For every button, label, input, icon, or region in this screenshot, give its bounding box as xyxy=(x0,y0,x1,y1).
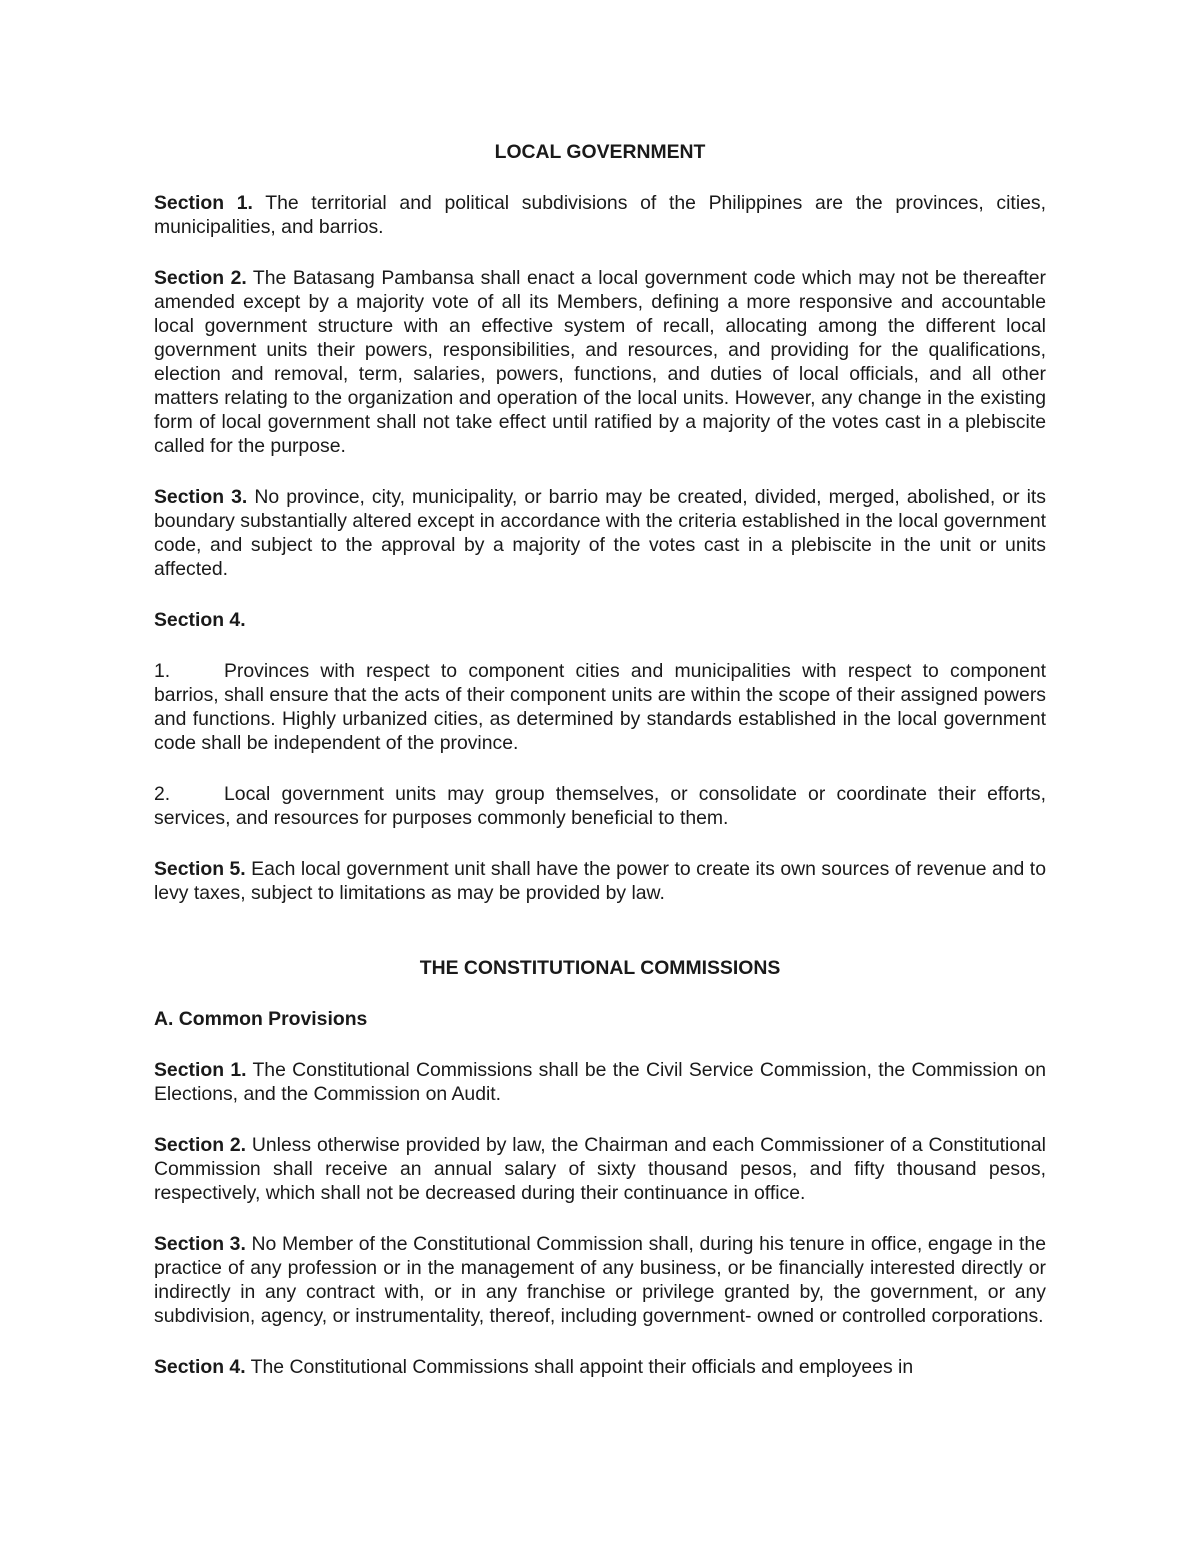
list-item-text: Provinces with respect to component cities and municipalities with respect to component barrios, shall ensure that the acts of their component units are within the scope of their assigned powers and functions. Highly urbanized cities, as determined by standards established in the local government code shall be independent of the province. xyxy=(154,660,1046,754)
subheading-common-provisions: A. Common Provisions xyxy=(154,1008,368,1030)
lg-section-2 xyxy=(154,266,1046,458)
lg-section-4-item-2 xyxy=(154,782,1046,830)
lg-section-5 xyxy=(154,857,1046,905)
cc-section-1 xyxy=(154,1058,1046,1106)
list-item-text: Local government units may group themselves, or consolidate or coordinate their efforts, services, and resources for purposes commonly beneficial to them. xyxy=(154,783,1046,829)
cc-section-3 xyxy=(154,1232,1046,1328)
lg-section-2-text: The Batasang Pambansa shall enact a local government code which may not be thereafter amended except by a majority vote of all its Members, defining a more responsive and accountable local government structure with an effective system of recall, allocating among the different local government units their powers, responsibilities, and resources, and providing for the qualifications, election and removal, term, salaries, powers, functions, and duties of local officials, and all other matters relating to the organization and operation of the local units. However, any change in the existing form of local government shall not take effect until ratified by a majority of the votes cast in a plebiscite called for the purpose. xyxy=(154,267,1046,457)
cc-section-4 xyxy=(154,1355,1046,1379)
lg-section-4-label: Section 4. xyxy=(154,609,246,631)
cc-section-1-label: Section 1. xyxy=(154,1059,247,1081)
cc-section-3-text: No Member of the Constitutional Commission shall, during his tenure in office, engage in the practice of any profession or in the management of any business, or be financially interested directly or indirectly in any contract with, or in any franchise or privilege granted by, the government, or any subdivision, agency, or instrumentality, thereof, including government- owned or controlled corporations. xyxy=(154,1233,1046,1327)
cc-section-2-label: Section 2. xyxy=(154,1134,247,1156)
cc-section-2 xyxy=(154,1133,1046,1205)
lg-section-4-item-1 xyxy=(154,659,1046,755)
cc-section-2-text: Unless otherwise provided by law, the Chairman and each Commissioner of a Constitutional Commission shall receive an annual salary of sixty thousand pesos, and fifty thousand pesos, respectively, which shall not be decreased during their continuance in office. xyxy=(154,1134,1046,1204)
list-number: 1. xyxy=(154,660,171,682)
lg-section-3-label: Section 3. xyxy=(154,486,248,508)
cc-section-1-text: The Constitutional Commissions shall be the Civil Service Commission, the Commission on Elections, and the Commission on Audit. xyxy=(154,1059,1046,1105)
lg-section-5-label: Section 5. xyxy=(154,858,246,880)
heading-local-government: LOCAL GOVERNMENT xyxy=(494,141,706,163)
lg-section-3 xyxy=(154,485,1046,581)
heading-constitutional-commissions: THE CONSTITUTIONAL COMMISSIONS xyxy=(419,957,781,979)
cc-section-4-label: Section 4. xyxy=(154,1356,246,1378)
lg-section-1-label: Section 1. xyxy=(154,192,253,214)
lg-section-3-text: No province, city, municipality, or barrio may be created, divided, merged, abolished, or its boundary substantially altered except in accordance with the criteria established in the local government code, and subject to the approval by a majority of the votes cast in a plebiscite in the unit or units affected. xyxy=(154,486,1046,580)
lg-section-5-text: Each local government unit shall have the power to create its own sources of revenue and to levy taxes, subject to limitations as may be provided by law. xyxy=(154,858,1046,904)
lg-section-1-text: The territorial and political subdivisions of the Philippines are the provinces, cities, municipalities, and barrios. xyxy=(154,192,1046,238)
document-page xyxy=(154,140,1046,1379)
cc-section-4-text: The Constitutional Commissions shall appoint their officials and employees in xyxy=(245,1356,914,1378)
cc-section-3-label: Section 3. xyxy=(154,1233,246,1255)
lg-section-1 xyxy=(154,191,1046,239)
lg-section-2-label: Section 2. xyxy=(154,267,247,289)
list-number: 2. xyxy=(154,783,171,805)
